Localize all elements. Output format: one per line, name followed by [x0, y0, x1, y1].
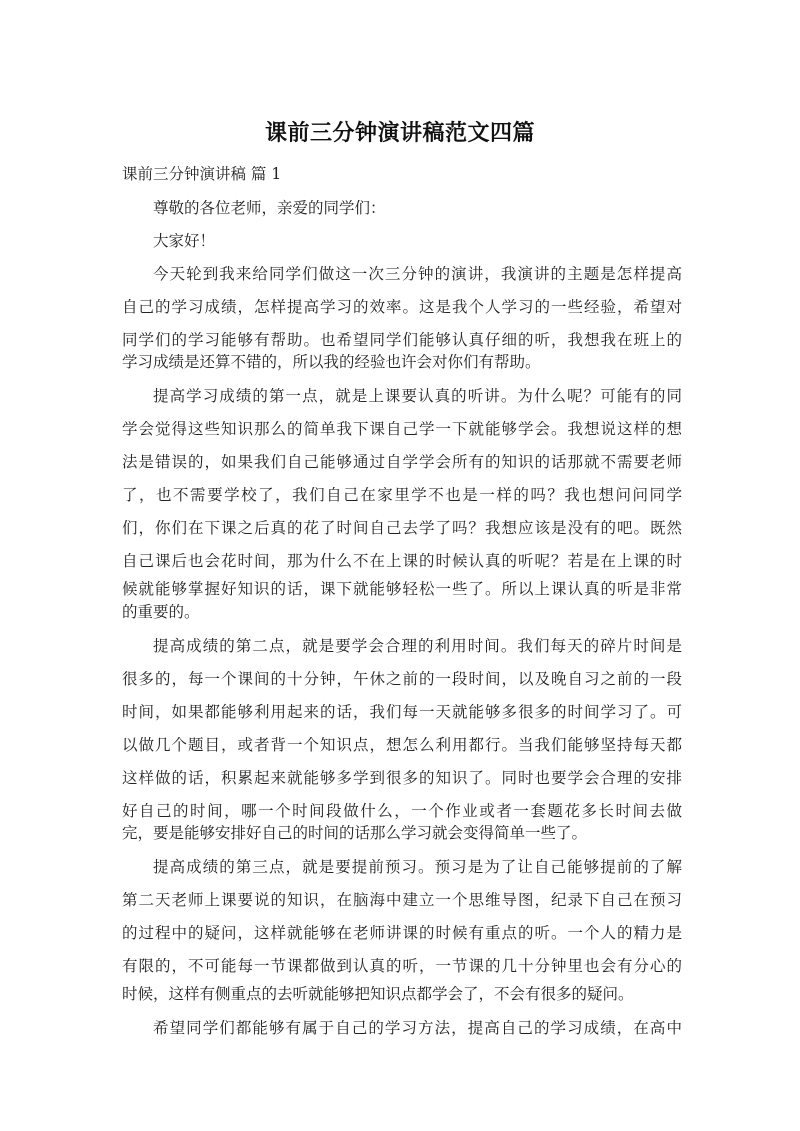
greeting-line: 大家好！ [153, 232, 216, 250]
paragraph-line: 今天轮到我来给同学们做这一次三分钟的演讲，我演讲的主题是怎样提高 [153, 265, 682, 283]
paragraph-line: 有限的，不可能每一节课都做到认真的听，一节课的几十分钟里也会有分心的 [122, 957, 682, 975]
paragraph-line: 完，要是能够安排好自己的时间的话那么学习就会变得简单一些了。 [122, 824, 588, 842]
paragraph-line: 这样做的话，积累起来就能够多学到很多的知识了。同时也要学会合理的安排 [122, 769, 682, 787]
paragraph-line: 们，你们在下课之后真的花了时间自己去学了吗？我想应该是没有的吧。既然 [122, 519, 682, 537]
paragraph-line: 第二天老师上课要说的知识，在脑海中建立一个思维导图，纪录下自己在预习 [122, 891, 682, 909]
section-heading: 课前三分钟演讲稿 篇 1 [122, 165, 282, 183]
paragraph-line: 好自己的时间，哪一个时间段做什么，一个作业或者一套题花多长时间去做 [122, 802, 682, 820]
paragraph-line: 自己的学习成绩，怎样提高学习的效率。这是我个人学习的一些经验，希望对 [122, 298, 682, 316]
paragraph-line: 时间，如果都能够利用起来的话，我们每一天就能够多很多的时间学习了。可 [122, 703, 682, 721]
paragraph-line: 提高成绩的第二点，就是要学会合理的利用时间。我们每天的碎片时间是 [153, 637, 682, 655]
paragraph-line: 提高成绩的第三点，就是要提前预习。预习是为了让自己能够提前的了解 [153, 858, 682, 876]
paragraph-line: 同学们的学习能够有帮助。也希望同学们能够认真仔细的听，我想我在班上的 [122, 331, 682, 349]
paragraph-line: 学习成绩是还算不错的，所以我的经验也许会对你们有帮助。 [122, 353, 541, 371]
paragraph-line: 以做几个题目，或者背一个知识点，想怎么利用都行。当我们能够坚持每天都 [122, 736, 682, 754]
paragraph-line: 的过程中的疑问，这样就能够在老师讲课的时候有重点的听。一个人的精力是 [122, 924, 682, 942]
paragraph-line: 法是错误的，如果我们自己能够通过自学学会所有的知识的话那就不需要老师 [122, 453, 682, 471]
paragraph-line: 的重要的。 [122, 603, 200, 621]
paragraph-line: 提高学习成绩的第一点，就是上课要认真的听讲。为什么呢？可能有的同 [153, 387, 682, 405]
paragraph-line: 候就能够掌握好知识的话，课下就能够轻松一些了。所以上课认真的听是非常 [122, 580, 682, 598]
paragraph-line: 希望同学们都能够有属于自己的学习方法，提高自己的学习成绩，在高中 [153, 1019, 682, 1037]
paragraph-line: 很多的，每一个课间的十分钟，午休之前的一段时间，以及晚自习之前的一段 [122, 670, 682, 688]
paragraph-line: 了，也不需要学校了，我们自己在家里学不也是一样的吗？我也想问问同学 [122, 486, 682, 504]
document-title: 课前三分钟演讲稿范文四篇 [264, 121, 535, 146]
paragraph-line: 自己课后也会花时间，那为什么不在上课的时候认真的听呢？若是在上课的时 [122, 552, 682, 570]
paragraph-line: 时候，这样有侧重点的去听就能够把知识点都学会了，不会有很多的疑问。 [122, 985, 634, 1003]
paragraph-line: 学会觉得这些知识那么的简单我下课自己学一下就能够学会。我想说这样的想 [122, 420, 682, 438]
salutation-line: 尊敬的各位老师，亲爱的同学们： [153, 199, 386, 217]
